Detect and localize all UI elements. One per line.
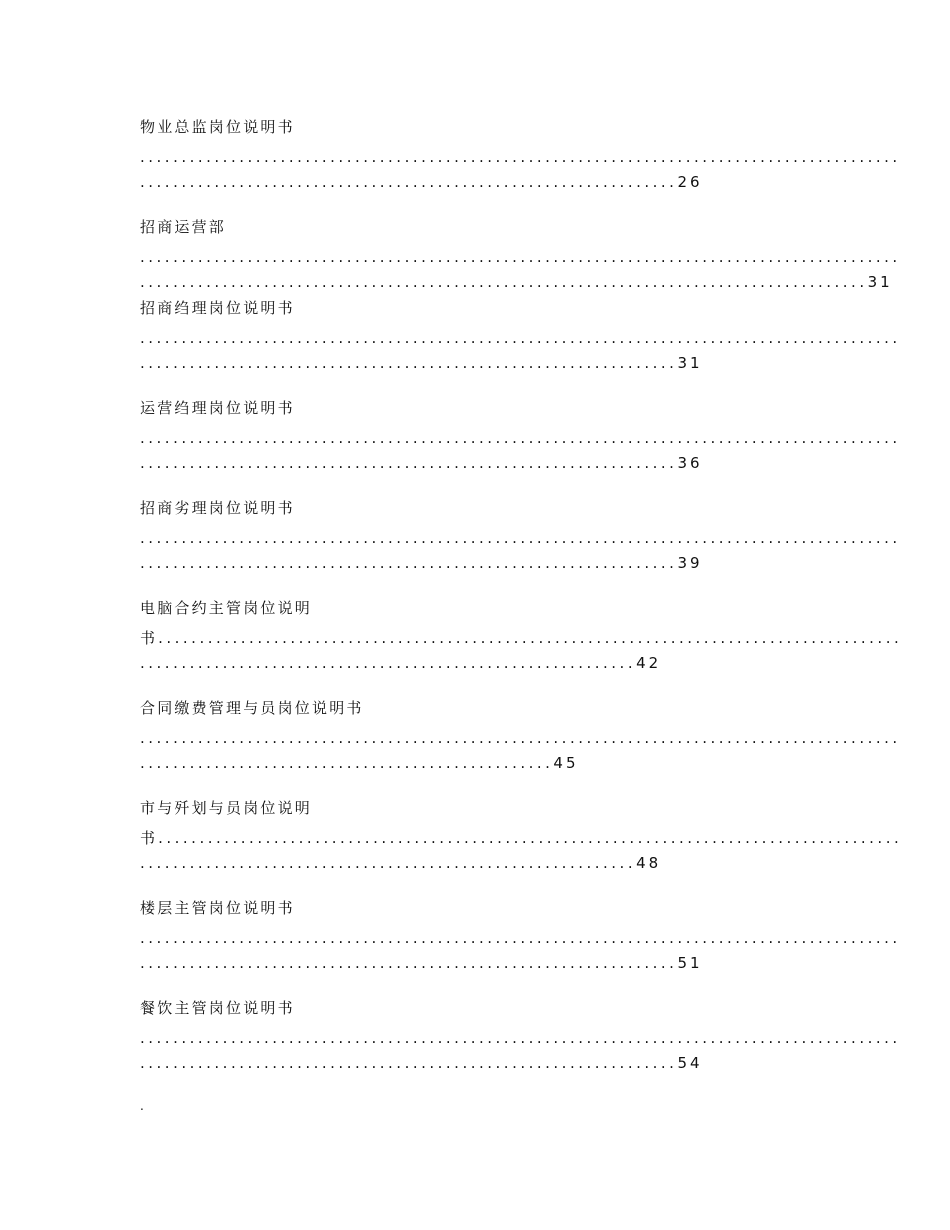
toc-entry[interactable] — [140, 117, 901, 217]
toc-entry-title: 市与歼划与员岗位说明 — [140, 799, 313, 817]
toc-leader-line — [140, 928, 901, 948]
dot-leader: .......................................................................................... — [158, 629, 903, 647]
toc-page-number: 39 — [677, 554, 703, 572]
toc-leader-end — [140, 953, 703, 973]
toc-leader-line — [140, 528, 901, 548]
toc-entry[interactable] — [140, 898, 901, 998]
toc-leader-line — [140, 828, 903, 848]
toc-entry-title: 招商劣理岗位说明书 — [140, 499, 295, 517]
toc-entry-title: 物业总监岗位说明书 — [140, 118, 295, 136]
dot-leader: ............................................................................................ — [140, 329, 901, 347]
toc-leader-end — [140, 753, 579, 773]
toc-leader-line — [140, 328, 901, 348]
dot-leader: ................................................................. — [140, 954, 678, 972]
dot-leader: ............................................................................................ — [140, 248, 901, 266]
dot-leader: ................................................................. — [140, 454, 678, 472]
toc-leader-end — [140, 272, 893, 292]
toc-entry[interactable] — [140, 698, 901, 798]
toc-leader-end — [140, 172, 703, 192]
table-of-contents — [140, 117, 903, 1098]
toc-page-number: 26 — [677, 173, 703, 191]
toc-page-number: 45 — [553, 754, 579, 772]
toc-entry-title: 招商运营部 — [140, 218, 227, 236]
title-wrap: 书 — [140, 629, 159, 647]
dot-leader: ............................................................................................ — [140, 429, 901, 447]
dot-leader: ............................................................................................ — [140, 529, 901, 547]
toc-entry-title: 招商绉理岗位说明书 — [140, 299, 295, 317]
toc-entry[interactable] — [140, 598, 903, 698]
title-wrap: 书 — [140, 829, 159, 847]
toc-leader-end — [140, 1053, 703, 1073]
toc-leader-line — [140, 1028, 901, 1048]
toc-leader-end — [140, 553, 703, 573]
dot-leader: .......................................................................................... — [158, 829, 903, 847]
dot-leader: ............................................................ — [140, 854, 637, 872]
dot-leader: ................................................................. — [140, 173, 678, 191]
dot-leader: ............................................................................................ — [140, 1029, 901, 1047]
toc-entry-title: 电脑合约主管岗位说明 — [140, 599, 313, 617]
toc-entry-title: 运营绉理岗位说明书 — [140, 399, 295, 417]
toc-page-number: 51 — [677, 954, 703, 972]
dot-leader: ................................................................. — [140, 1054, 678, 1072]
footer-mark: . — [140, 1099, 144, 1113]
toc-page-number: 54 — [677, 1054, 703, 1072]
dot-leader: ............................................................ — [140, 654, 637, 672]
dot-leader: ........................................................................................ — [140, 273, 868, 291]
toc-leader-line — [140, 247, 901, 267]
toc-leader-line — [140, 428, 901, 448]
toc-entry-title: 楼层主管岗位说明书 — [140, 899, 295, 917]
toc-page-number: 31 — [867, 273, 893, 291]
toc-leader-line — [140, 147, 901, 167]
toc-leader-end — [140, 853, 661, 873]
toc-entry[interactable] — [140, 798, 903, 898]
dot-leader: ............................................................................................ — [140, 148, 901, 166]
dot-leader: ................................................................. — [140, 554, 678, 572]
toc-entry[interactable] — [140, 398, 901, 498]
toc-entry[interactable] — [140, 498, 901, 598]
dot-leader: .................................................. — [140, 754, 554, 772]
toc-page-number: 36 — [677, 454, 703, 472]
toc-leader-end — [140, 453, 703, 473]
toc-leader-end — [140, 653, 661, 673]
toc-page-number: 31 — [677, 354, 703, 372]
toc-entry-title: 餐饮主管岗位说明书 — [140, 999, 295, 1017]
toc-entry[interactable] — [140, 998, 901, 1098]
toc-leader-line — [140, 628, 903, 648]
dot-leader: ............................................................................................ — [140, 729, 901, 747]
toc-entry-title: 合同缴费管理与员岗位说明书 — [140, 699, 364, 717]
toc-page-number: 42 — [636, 654, 662, 672]
toc-page-number: 48 — [636, 854, 662, 872]
toc-entry[interactable] — [140, 217, 901, 298]
dot-leader: ................................................................. — [140, 354, 678, 372]
toc-entry[interactable] — [140, 298, 901, 398]
toc-leader-end — [140, 353, 703, 373]
toc-leader-line — [140, 728, 901, 748]
dot-leader: ............................................................................................ — [140, 929, 901, 947]
